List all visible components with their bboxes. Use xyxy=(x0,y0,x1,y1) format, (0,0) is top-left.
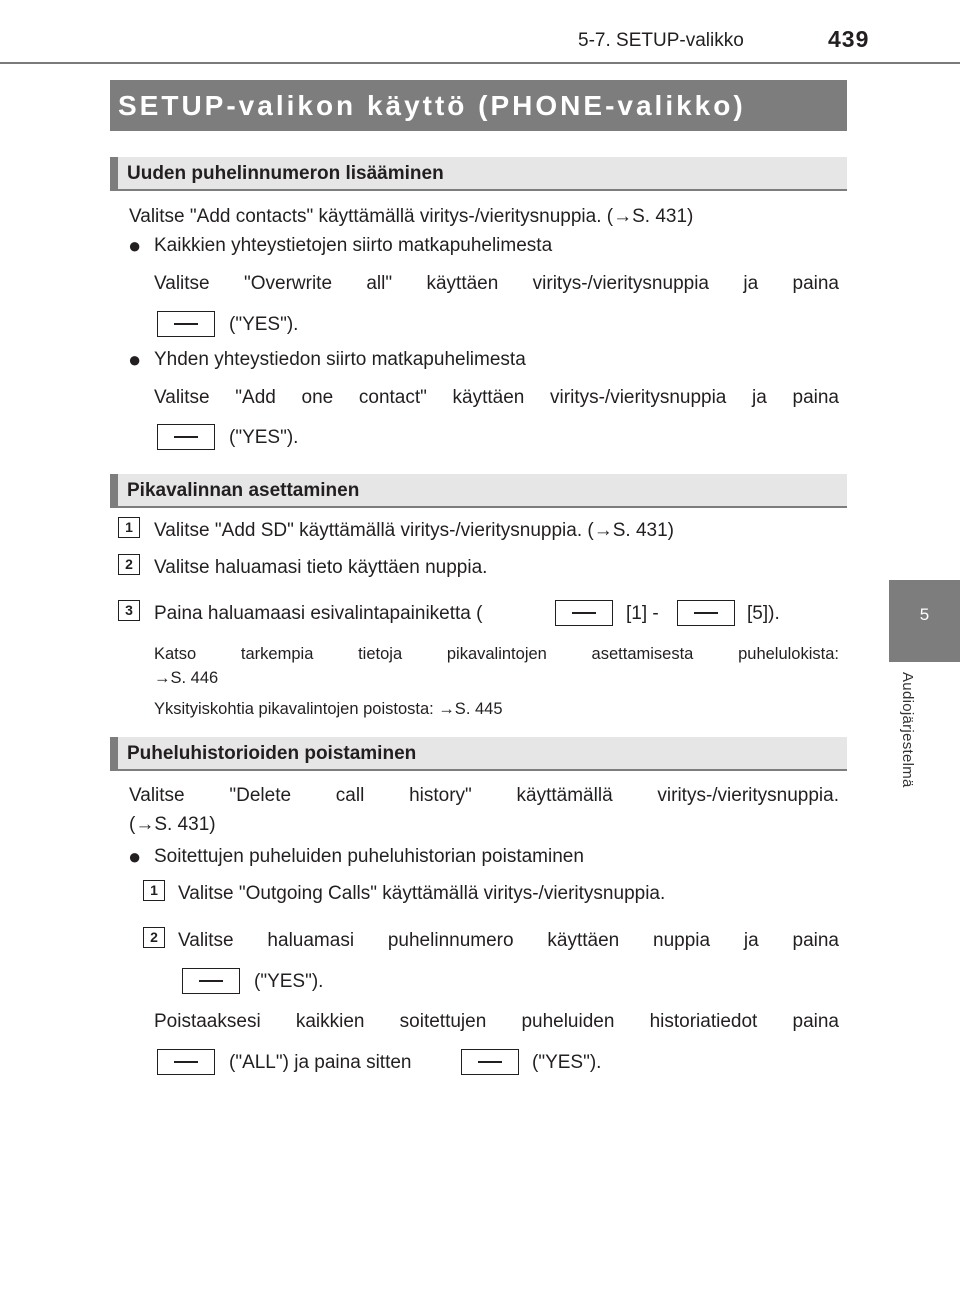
chapter-tab: 5 xyxy=(889,580,960,662)
page-number: 439 xyxy=(828,26,870,52)
yes-key-icon xyxy=(182,968,240,994)
preset-key-icon xyxy=(555,600,613,626)
sec2-step1-text: Valitse "Add SD" käyttämällä viritys-/vieritysnuppia. (→S. 431) xyxy=(154,520,674,541)
heading-bar xyxy=(110,157,118,189)
sec3-final-text: Poistaaksesi kaikkien soitettujen puheluiden historiatiedot paina xyxy=(154,1011,839,1032)
sec3-step1-text: Valitse "Outgoing Calls" käyttämällä viritys-/vieritysnuppia. xyxy=(178,883,666,904)
yes-key-icon xyxy=(461,1049,519,1075)
section-heading-text: Pikavalinnan asettaminen xyxy=(127,480,360,501)
header-rule xyxy=(0,62,960,64)
sec3-intro-ref: (→S. 431) xyxy=(129,814,216,835)
section-heading-delete-history xyxy=(110,737,847,771)
all-key-icon xyxy=(157,1049,215,1075)
sec1-bullet2-after-key: ("YES"). xyxy=(229,427,299,448)
sec1-bullet1-after-key: ("YES"). xyxy=(229,314,299,335)
sec2-note2: Yksityiskohtia pikavalintojen poistosta: →S. 445 xyxy=(154,700,503,718)
section-heading-add-number xyxy=(110,157,847,191)
yes-key-icon xyxy=(157,424,215,450)
sec1-bullet1-title: Kaikkien yhteystietojen siirto matkapuhelimesta xyxy=(154,235,553,256)
step-number-icon: 2 xyxy=(143,927,165,948)
sec3-step2-after-key: ("YES"). xyxy=(254,971,324,992)
sec2-note1: Katso tarkempia tietoja pikavalintojen asettamisesta puhelulokista: xyxy=(154,645,839,663)
sec2-step3-suffix: [5]). xyxy=(747,603,780,624)
sec3-intro: Valitse "Delete call history" käyttämällä viritys-/vieritysnuppia. xyxy=(129,785,839,806)
sec3-bullet: Soitettujen puheluiden puheluhistorian poistaminen xyxy=(154,846,584,867)
sec1-bullet2-title: Yhden yhteystiedon siirto matkapuhelimesta xyxy=(154,349,526,370)
chapter-tab-label: Audiojärjestelmä xyxy=(899,672,916,788)
bullet-icon: ● xyxy=(128,844,142,869)
sec1-intro: Valitse "Add contacts" käyttämällä viritys-/vieritysnuppia. (→S. 431) xyxy=(129,206,694,227)
header-section-title: 5-7. SETUP-valikko xyxy=(578,30,744,51)
bullet-icon: ● xyxy=(128,233,142,258)
step-number-icon: 3 xyxy=(118,600,140,621)
bullet-icon: ● xyxy=(128,347,142,372)
section-heading-text: Uuden puhelinnumeron lisääminen xyxy=(127,163,444,184)
sec2-note1-ref: →S. 446 xyxy=(154,669,219,687)
page-title: SETUP-valikon käyttö (PHONE-valikko) xyxy=(110,80,847,131)
sec2-step3-prefix: Paina haluamaasi esivalintapainiketta ( xyxy=(154,603,483,624)
sec2-step3-mid: [1] - xyxy=(626,603,659,624)
sec3-step2-text: Valitse haluamasi puhelinnumero käyttäen nuppia ja paina xyxy=(178,930,839,951)
step-number-icon: 1 xyxy=(118,517,140,538)
heading-bar xyxy=(110,474,118,506)
step-number-icon: 1 xyxy=(143,880,165,901)
sec3-final-end: ("YES"). xyxy=(532,1052,602,1073)
section-heading-speed-dial xyxy=(110,474,847,508)
yes-key-icon xyxy=(157,311,215,337)
preset-key-icon xyxy=(677,600,735,626)
sec3-final-mid: ("ALL") ja paina sitten xyxy=(229,1052,412,1073)
heading-bar xyxy=(110,737,118,769)
sec1-bullet2-text: Valitse "Add one contact" käyttäen viritys-/vieritysnuppia ja paina xyxy=(154,387,839,408)
section-heading-text: Puheluhistorioiden poistaminen xyxy=(127,743,417,764)
step-number-icon: 2 xyxy=(118,554,140,575)
sec2-step2-text: Valitse haluamasi tieto käyttäen nuppia. xyxy=(154,557,488,578)
sec1-bullet1-text: Valitse "Overwrite all" käyttäen viritys-/vieritysnuppia ja paina xyxy=(154,273,839,294)
